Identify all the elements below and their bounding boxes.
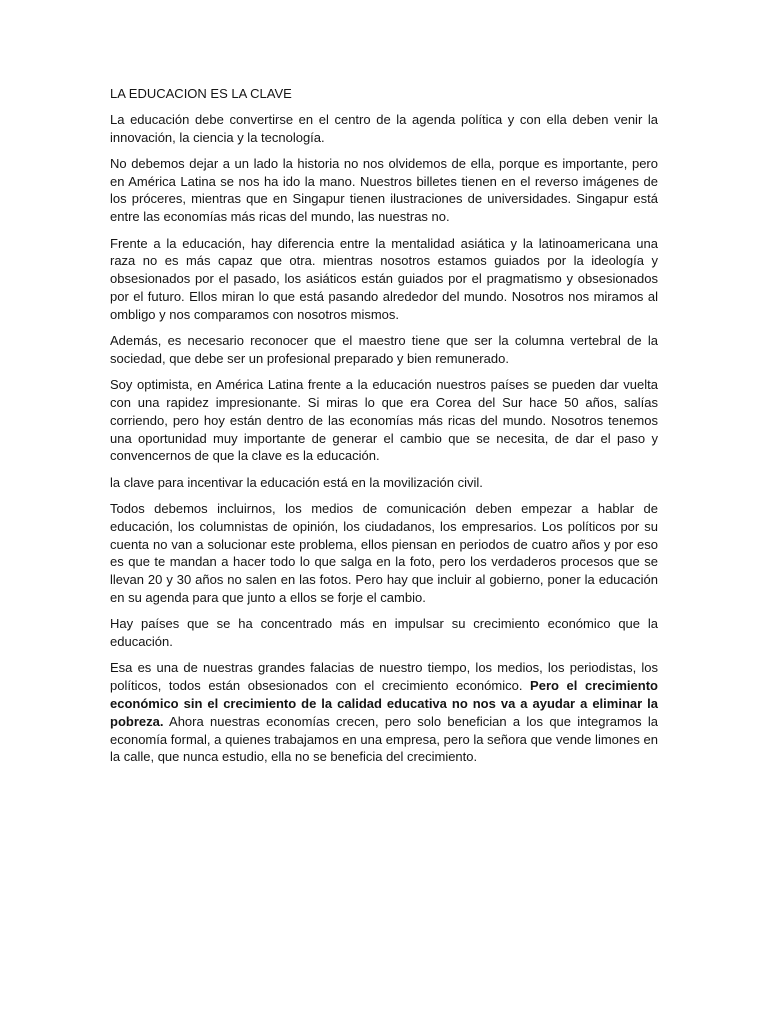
paragraph-9-conclusion: Ahora nuestras economías crecen, pero solo benefician a los que integramos la economía formal, a quienes trabajamos en una empresa, pero la señora que vende limones en la calle, que nunca estudio, ella no se beneficia del crecimiento. bbox=[110, 713, 658, 765]
paragraph-1: La educación debe convertirse en el centro de la agenda política y con ella deben venir la innovación, la ciencia y la tecnología. bbox=[110, 111, 658, 145]
document-title: LA EDUCACION ES LA CLAVE bbox=[110, 86, 292, 101]
paragraph-2: No debemos dejar a un lado la historia no nos olvidemos de ella, porque es importante, pero en América Latina se nos ha ido la mano. Nuestros billetes tienen en el reverso imágenes de los próceres, mientras que en Singapur tienen ilustraciones de universidades. Singapur está entre las economías más ricas del mundo, las nuestras no. bbox=[110, 155, 658, 225]
paragraph-3: Frente a la educación, hay diferencia entre la mentalidad asiática y la latinoamericana una raza no es más capaz que otra. mientras nosotros estamos guiados por la ideología y obsesionados por el pasado, los asiáticos están guiados por el pragmatismo y obsesionados por el futuro. Ellos miran lo que está pasando alrededor del mundo. Nosotros nos miramos al ombligo y nos comparamos con nosotros mismos. bbox=[110, 235, 658, 322]
paragraph-8: Hay países que se ha concentrado más en impulsar su crecimiento económico que la educación. bbox=[110, 616, 658, 650]
paragraph-7: Todos debemos incluirnos, los medios de comunicación deben empezar a hablar de educación, los columnistas de opinión, los ciudadanos, los empresarios. Los políticos por su cuenta no van a solucionar este problema, ellos piensan en periodos de cuatro años y por eso es que te mandan a hacer todo lo que salga en la foto, pero los verdaderos procesos que se llevan 20 y 30 años no salen en las fotos. Pero hay que incluir al gobierno, poner la educación en su agenda para que junto a ellos se forje el cambio. bbox=[110, 500, 658, 605]
paragraph-6: la clave para incentivar la educación está en la movilización civil. bbox=[110, 474, 483, 490]
paragraph-9 bbox=[110, 659, 658, 766]
paragraph-4: Además, es necesario reconocer que el maestro tiene que ser la columna vertebral de la sociedad, que debe ser un profesional preparado y bien remunerado. bbox=[110, 333, 658, 366]
paragraph-9-intro: Esa es una de nuestras grandes falacias de nuestro tiempo, los medios, los periodistas, los políticos, todos están obsesionados con el crecimiento económico. bbox=[110, 660, 658, 694]
paragraph-5: Soy optimista, en América Latina frente a la educación nuestros países se pueden dar vuelta con una rapidez impresionante. Si miras lo que era Corea del Sur hace 50 años, salías corriendo, pero hoy están dentro de las economías más ricas del mundo. Nosotros tenemos una oportunidad muy importante de generar el cambio que se necesita, de dar el paso y convencernos de que la clave es la educación. bbox=[110, 377, 658, 464]
document-body bbox=[110, 85, 658, 775]
paragraph-9-bold-statement: Pero el crecimiento económico sin el crecimiento de la calidad educativa no nos va a ayudar a eliminar la pobreza. bbox=[110, 678, 658, 729]
